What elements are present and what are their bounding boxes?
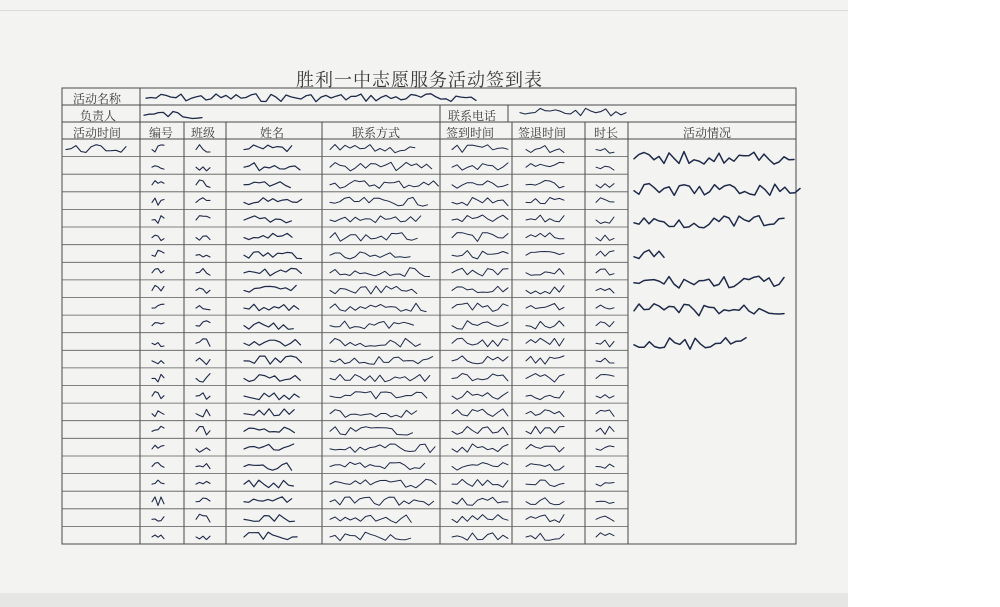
- checkout-handwriting: [526, 515, 564, 523]
- checkin-handwriting: [452, 515, 508, 523]
- activity-name-handwriting: [146, 94, 476, 102]
- name-handwriting: [244, 356, 301, 364]
- checkout-handwriting: [526, 321, 564, 329]
- duration-handwriting: [596, 166, 614, 170]
- checkout-handwriting: [526, 181, 564, 188]
- number-handwriting: [152, 269, 164, 273]
- situation-note-handwriting: [634, 216, 784, 228]
- checkout-handwriting: [526, 303, 564, 309]
- situation-note-handwriting: [634, 250, 664, 259]
- name-handwriting: [244, 182, 290, 188]
- col-duration: 时长: [594, 126, 619, 140]
- class-handwriting: [196, 498, 210, 502]
- number-handwriting: [152, 343, 164, 347]
- number-handwriting: [152, 392, 164, 399]
- checkin-handwriting: [452, 338, 508, 346]
- class-handwriting: [196, 464, 210, 469]
- number-handwriting: [152, 426, 164, 431]
- checkout-handwriting: [526, 146, 564, 153]
- duration-handwriting: [596, 426, 614, 434]
- number-handwriting: [152, 198, 164, 205]
- contact-handwriting: [330, 515, 411, 523]
- class-handwriting: [196, 306, 210, 310]
- name-handwriting: [244, 268, 301, 275]
- class-handwriting: [196, 269, 210, 276]
- name-handwriting: [244, 427, 294, 432]
- checkout-handwriting: [526, 533, 564, 540]
- checkin-handwriting: [452, 444, 508, 452]
- class-handwriting: [196, 145, 210, 152]
- checkin-handwriting: [452, 374, 508, 381]
- col-checkout: 签退时间: [518, 126, 567, 140]
- checkin-handwriting: [452, 356, 508, 364]
- class-handwriting: [196, 198, 210, 203]
- number-handwriting: [152, 181, 164, 185]
- checkout-handwriting: [526, 233, 564, 239]
- name-handwriting: [244, 497, 292, 503]
- number-handwriting: [152, 361, 164, 364]
- name-handwriting: [244, 252, 302, 259]
- checkout-handwriting: [526, 252, 564, 256]
- contact-handwriting: [330, 374, 430, 381]
- contact-handwriting: [330, 338, 420, 347]
- duration-handwriting: [596, 516, 614, 521]
- duration-handwriting: [596, 198, 614, 203]
- responsible-label: 负责人: [80, 109, 117, 123]
- situation-note-handwriting: [634, 152, 794, 165]
- number-handwriting: [152, 535, 164, 539]
- class-handwriting: [196, 288, 210, 293]
- checkout-handwriting: [526, 198, 564, 204]
- name-handwriting: [244, 216, 291, 223]
- checkin-handwriting: [452, 303, 508, 311]
- situation-note-handwriting: [634, 184, 800, 196]
- checkin-handwriting: [452, 251, 508, 259]
- number-handwriting: [152, 216, 164, 224]
- class-handwriting: [196, 481, 210, 484]
- checkout-handwriting: [526, 444, 564, 452]
- class-handwriting: [196, 514, 210, 522]
- contact-handwriting: [330, 216, 421, 223]
- class-handwriting: [196, 448, 210, 452]
- checkin-handwriting: [452, 409, 508, 417]
- class-handwriting: [196, 167, 210, 171]
- col-checkin: 签到时间: [446, 126, 495, 140]
- number-handwriting: [152, 480, 164, 484]
- class-handwriting: [196, 536, 210, 539]
- checkin-handwriting: [452, 533, 508, 540]
- name-handwriting: [244, 463, 292, 470]
- checkout-handwriting: [526, 338, 564, 346]
- class-handwriting: [196, 409, 210, 416]
- checkout-handwriting: [526, 426, 564, 434]
- duration-handwriting: [596, 217, 614, 224]
- number-handwriting: [152, 517, 164, 521]
- duration-handwriting: [596, 375, 614, 379]
- number-handwriting: [152, 285, 164, 291]
- contact-handwriting: [330, 181, 438, 189]
- name-handwriting: [244, 304, 299, 310]
- situation-note-handwriting: [634, 276, 784, 288]
- checkin-handwriting: [452, 427, 508, 435]
- duration-handwriting: [596, 184, 614, 188]
- duration-handwriting: [596, 288, 614, 293]
- checkout-handwriting: [526, 286, 564, 294]
- contact-handwriting: [330, 444, 435, 453]
- class-handwriting: [196, 393, 210, 400]
- checkin-handwriting: [452, 145, 508, 153]
- duration-handwriting: [596, 322, 614, 327]
- phone-label: 联系电话: [448, 109, 497, 123]
- name-handwriting: [244, 322, 293, 329]
- number-handwriting: [152, 166, 164, 169]
- number-handwriting: [152, 411, 164, 417]
- contact-handwriting: [330, 286, 417, 294]
- checkout-handwriting: [526, 374, 564, 382]
- checkin-handwriting: [452, 391, 508, 399]
- col-situation: 活动情况: [683, 126, 732, 140]
- col-number: 编号: [149, 126, 174, 140]
- class-handwriting: [196, 236, 210, 240]
- contact-handwriting: [330, 497, 434, 505]
- situation-note-handwriting: [634, 304, 784, 316]
- checkout-handwriting: [526, 480, 564, 487]
- contact-handwriting: [330, 321, 414, 329]
- date-handwriting: [66, 145, 126, 153]
- class-handwriting: [196, 321, 210, 326]
- class-handwriting: [196, 358, 210, 365]
- checkout-handwriting: [526, 269, 564, 276]
- col-activity-time: 活动时间: [73, 126, 122, 140]
- checkin-handwriting: [452, 198, 508, 206]
- checkout-handwriting: [526, 391, 564, 399]
- checkin-handwriting: [452, 163, 508, 170]
- duration-handwriting: [596, 305, 614, 309]
- name-handwriting: [244, 393, 299, 400]
- duration-handwriting: [596, 235, 614, 241]
- checkin-handwriting: [452, 268, 508, 276]
- name-handwriting: [244, 375, 300, 382]
- contact-handwriting: [330, 410, 417, 418]
- class-handwriting: [196, 216, 210, 220]
- col-name: 姓名: [260, 126, 285, 140]
- class-handwriting: [196, 255, 210, 257]
- col-class: 班级: [191, 126, 216, 140]
- checkin-handwriting: [452, 233, 508, 242]
- contact-handwriting: [330, 197, 428, 206]
- phone-handwriting: [520, 108, 626, 116]
- checkout-handwriting: [526, 410, 564, 417]
- duration-handwriting: [596, 410, 614, 416]
- contact-handwriting: [330, 268, 430, 277]
- duration-handwriting: [596, 149, 614, 154]
- class-handwriting: [196, 427, 210, 435]
- responsible-handwriting: [144, 112, 202, 119]
- checkin-handwriting: [452, 497, 508, 505]
- number-handwriting: [152, 323, 164, 326]
- duration-handwriting: [596, 269, 614, 275]
- class-handwriting: [196, 374, 210, 383]
- checkin-handwriting: [452, 181, 508, 188]
- duration-handwriting: [596, 251, 614, 256]
- checkout-handwriting: [526, 498, 564, 505]
- duration-handwriting: [596, 501, 614, 503]
- checkin-handwriting: [452, 479, 508, 487]
- contact-handwriting: [330, 532, 411, 541]
- contact-handwriting: [330, 233, 417, 242]
- name-handwriting: [244, 444, 294, 450]
- checkin-handwriting: [452, 463, 508, 471]
- duration-handwriting: [596, 483, 614, 487]
- col-contact: 联系方式: [352, 126, 401, 140]
- class-handwriting: [196, 339, 210, 347]
- name-handwriting: [244, 145, 292, 152]
- checkin-handwriting: [452, 286, 508, 292]
- name-handwriting: [244, 285, 296, 292]
- duration-handwriting: [596, 533, 614, 537]
- number-handwriting: [152, 145, 164, 152]
- name-handwriting: [244, 163, 300, 171]
- name-handwriting: [244, 515, 295, 522]
- number-handwriting: [152, 374, 164, 382]
- name-handwriting: [244, 532, 297, 539]
- duration-handwriting: [596, 446, 614, 450]
- name-handwriting: [244, 233, 292, 239]
- contact-handwriting: [330, 252, 410, 259]
- duration-handwriting: [596, 464, 614, 468]
- checkout-handwriting: [526, 356, 564, 364]
- situation-note-handwriting: [634, 338, 746, 350]
- checkout-handwriting: [526, 162, 564, 167]
- name-handwriting: [244, 198, 302, 205]
- name-handwriting: [244, 409, 294, 416]
- duration-handwriting: [596, 340, 614, 347]
- number-handwriting: [152, 235, 164, 240]
- contact-handwriting: [330, 392, 427, 399]
- number-handwriting: [152, 304, 164, 308]
- duration-handwriting: [596, 395, 614, 398]
- number-handwriting: [152, 463, 164, 468]
- checkout-handwriting: [526, 464, 564, 471]
- contact-handwriting: [330, 303, 426, 311]
- number-handwriting: [152, 497, 164, 506]
- contact-handwriting: [330, 162, 432, 171]
- number-handwriting: [152, 445, 164, 449]
- checkout-handwriting: [526, 215, 564, 222]
- duration-handwriting: [596, 358, 614, 363]
- name-handwriting: [244, 480, 293, 488]
- contact-handwriting: [330, 462, 425, 469]
- form-title: 胜利一中志愿服务活动签到表: [296, 70, 543, 91]
- contact-handwriting: [330, 427, 413, 435]
- checkin-handwriting: [452, 321, 508, 329]
- checkin-handwriting: [452, 215, 508, 222]
- activity-name-label: 活动名称: [73, 92, 122, 106]
- class-handwriting: [196, 180, 210, 187]
- contact-handwriting: [330, 479, 436, 488]
- name-handwriting: [244, 340, 301, 347]
- contact-handwriting: [330, 357, 433, 365]
- number-handwriting: [152, 250, 164, 256]
- contact-handwriting: [330, 145, 415, 153]
